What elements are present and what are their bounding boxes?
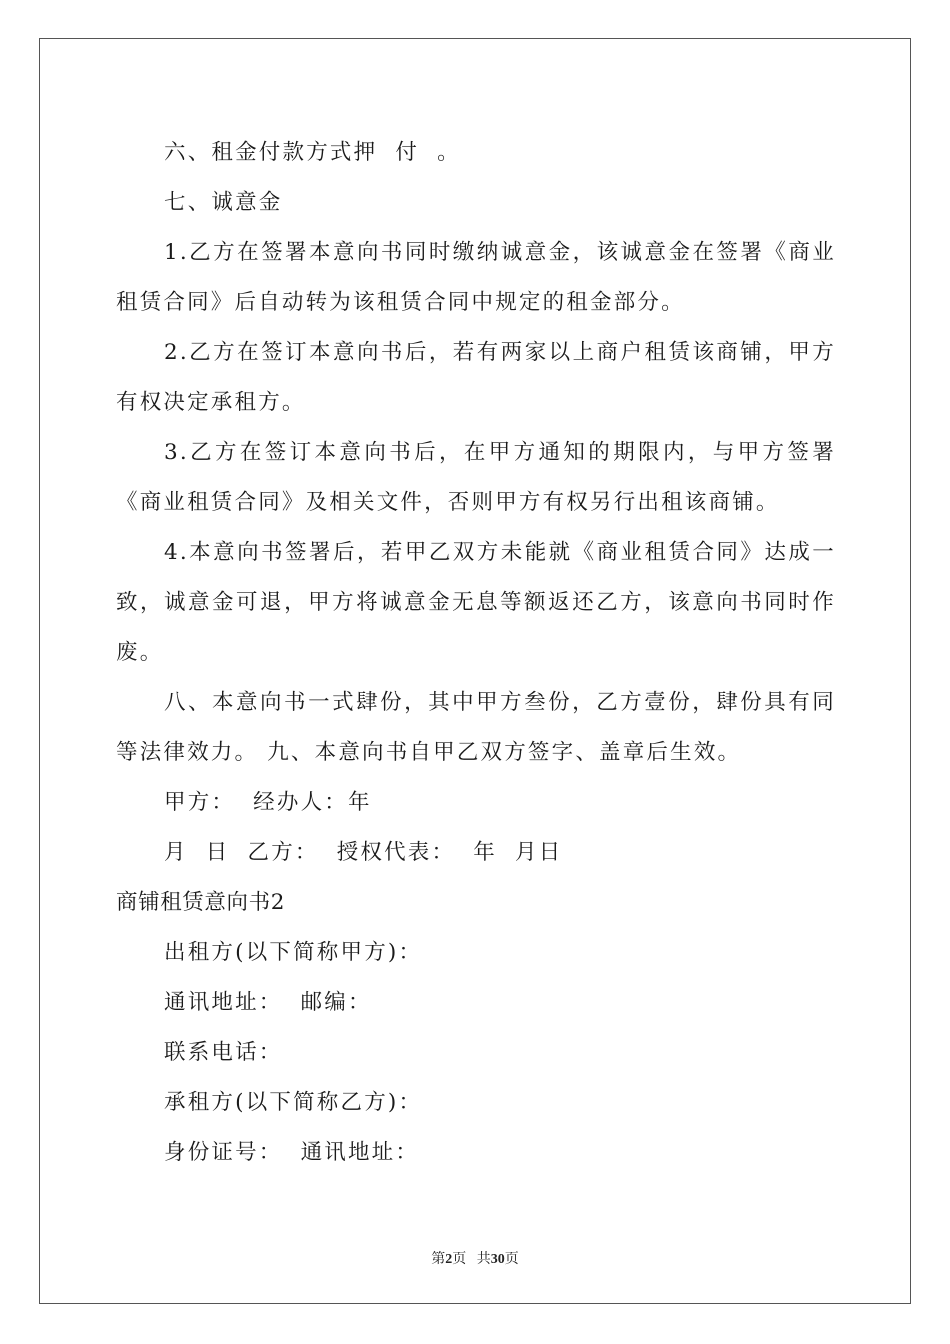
field-id-address: 身份证号： 通讯地址： bbox=[164, 1140, 420, 1165]
footer-page-suffix: 页 bbox=[452, 1252, 467, 1267]
footer-page-number: 2 bbox=[445, 1252, 453, 1267]
document-body bbox=[116, 128, 836, 1178]
field-address-postcode: 通讯地址： 邮编： bbox=[164, 990, 372, 1015]
paragraph-deposit-2: 2.乙方在签订本意向书后，若有两家以上商户租赁该商铺，甲方有权决定承租方。 bbox=[116, 340, 836, 415]
footer-prefix: 第 bbox=[431, 1252, 446, 1267]
page-footer bbox=[0, 1248, 950, 1268]
footer-total-pages: 30 bbox=[490, 1252, 505, 1267]
field-lessor: 出租方(以下简称甲方)： bbox=[164, 940, 423, 965]
field-lessee: 承租方(以下简称乙方)： bbox=[164, 1090, 423, 1115]
paragraph-deposit-4: 4.本意向书签署后，若甲乙双方未能就《商业租赁合同》达成一致，诚意金可退，甲方将诚意金无息等额返还乙方，该意向书同时作废。 bbox=[116, 540, 836, 665]
signature-party-a: 甲方： 经办人：年 bbox=[164, 790, 372, 815]
paragraph-rent-payment: 六、租金付款方式押 付 。 bbox=[164, 140, 461, 165]
signature-party-b: 月 日 乙方： 授权代表： 年 月日 bbox=[164, 840, 563, 865]
paragraph-deposit-1: 1.乙方在签署本意向书同时缴纳诚意金，该诚意金在签署《商业租赁合同》后自动转为该租赁合同中规定的租金部分。 bbox=[116, 240, 836, 315]
field-phone: 联系电话： bbox=[164, 1040, 283, 1065]
footer-total-prefix: 共 bbox=[476, 1252, 491, 1267]
heading-deposit: 七、诚意金 bbox=[164, 190, 283, 215]
paragraph-deposit-3: 3.乙方在签订本意向书后，在甲方通知的期限内，与甲方签署《商业租赁合同》及相关文件，否则甲方有权另行出租该商铺。 bbox=[116, 440, 836, 515]
paragraph-copies-effect: 八、本意向书一式肆份，其中甲方叁份，乙方壹份，肆份具有同等法律效力。 九、本意向书自甲乙双方签字、盖章后生效。 bbox=[116, 690, 836, 765]
footer-total-suffix: 页 bbox=[504, 1252, 519, 1267]
section-title: 商铺租赁意向书2 bbox=[116, 890, 285, 915]
